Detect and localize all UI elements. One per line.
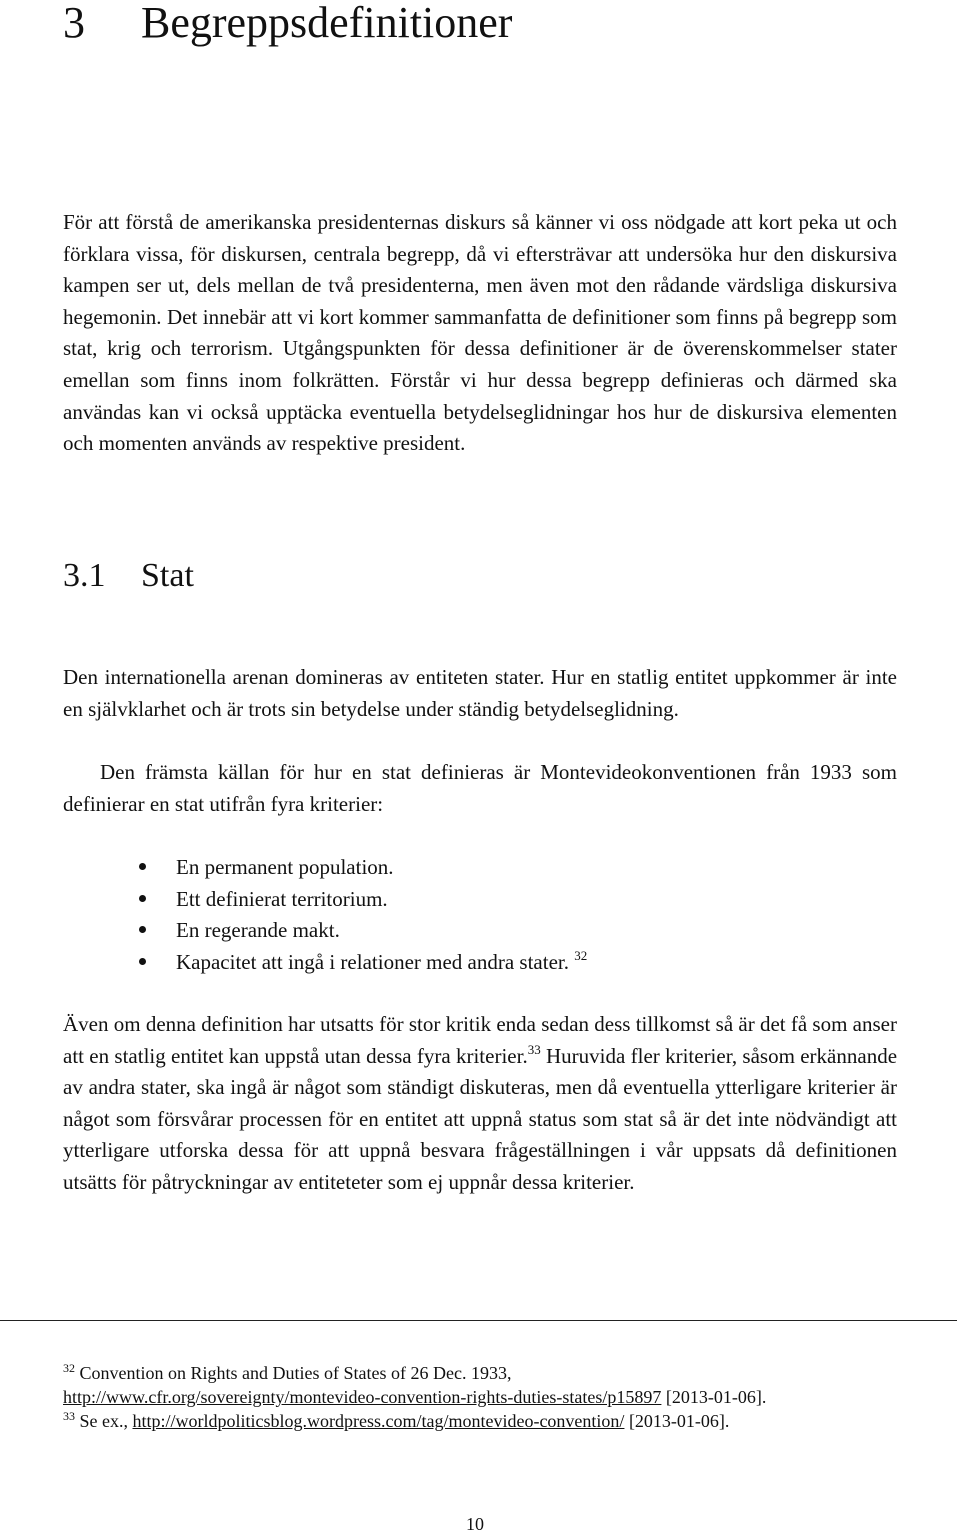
intro-paragraph: För att förstå de amerikanska presidenternas diskurs så känner vi oss nödgade att kort peka ut och förklara vissa, för diskursen, centrala begrepp, då vi eftersträvar att undersöka hur den diskursiva kampen ser ut, dels mellan de två presidenterna, men även mot den rådande värdsliga diskursiva hegemonin. Det innebär att vi kort kommer sammanfatta de definitioner som finns på begrepp som stat, krig och terrorism. Utgångspunkten för dessa definitioner är de överenskommelser stater emellan som finns inom folkrätten. Förstår vi hur dessa begrepp definieras och därmed ska användas kan vi också upptäcka eventuella betydelseglidningar hos hur de diskursiva elementen och momenten används av respektive president. — [63, 210, 897, 456]
footnote-number: 33 — [63, 1409, 75, 1423]
footnote-text: Se ex., — [79, 1411, 128, 1431]
criterion-text: Kapacitet att ingå i relationer med andra stater. — [176, 949, 569, 974]
section-paragraph-2: Den främsta källan för hur en stat definieras är Montevideokonventionen från 1933 som definierar en stat utifrån fyra kriterier: — [63, 760, 897, 816]
page-number: 10 — [466, 1514, 484, 1534]
list-item — [112, 947, 587, 979]
footnote-reference[interactable]: 33 — [527, 1041, 541, 1057]
criterion-text: En regerande makt. — [176, 918, 340, 942]
section-number: 3.1 — [63, 557, 106, 594]
section-paragraph-1: Den internationella arenan domineras av entiteten stater. Hur en statlig entitet uppkommer är inte en självklarhet och är trots sin betydelse under ständig betydelseglidning. — [63, 665, 897, 721]
footnote-text: Convention on Rights and Duties of States of 26 Dec. 1933, — [79, 1363, 512, 1383]
footnote-32 — [63, 1361, 913, 1409]
criterion-text: En permanent population. — [176, 855, 394, 879]
criterion-text: Ett definierat territorium. — [176, 886, 388, 911]
chapter-title: Begreppsdefinitioner — [141, 0, 513, 47]
list-item — [112, 852, 587, 884]
list-item — [112, 915, 587, 947]
footnote-number: 32 — [63, 1361, 75, 1375]
chapter-number: 3 — [63, 0, 85, 47]
footnote-link[interactable]: http://worldpoliticsblog.wordpress.com/tag/montevideo-convention/ — [132, 1411, 625, 1431]
bullet-icon — [139, 863, 146, 870]
bullet-icon — [139, 958, 146, 965]
bullet-icon — [139, 926, 146, 933]
footnote-33 — [63, 1409, 913, 1433]
paragraph-text: Huruvida fler kriterier, såsom erkännande av andra stater, ska ingå är något som ständigt diskuteras, men då eventuella ytterligare kriterier är något som försvårar processen för en entitet att uppnå status som stat så är det inte nödvändigt att ytterligare utforska dessa för att uppnå besvara frågeställningen i vår uppsats då definitionen utsätts för påtryckningar av entiteteter som ej uppnår dessa kriterier. — [63, 1043, 898, 1194]
footnote-separator — [0, 1320, 957, 1321]
bullet-icon — [139, 895, 146, 902]
paragraph-text: Även om denna definition har utsatts för stor kritik enda sedan dess tillkomst så är det få som anser att en statlig entitet kan uppstå utan dessa fyra kriterier. — [63, 1012, 897, 1068]
footnote-reference[interactable]: 32 — [574, 947, 588, 963]
section-title: Stat — [141, 557, 194, 594]
section-paragraph-3 — [63, 1009, 897, 1199]
list-item — [112, 884, 587, 916]
footnote-date: [2013-01-06]. — [665, 1387, 767, 1407]
footnote-date: [2013-01-06]. — [628, 1411, 730, 1431]
criteria-list — [112, 852, 587, 978]
footnote-link[interactable]: http://www.cfr.org/sovereignty/montevideo-convention-rights-duties-states/p15897 — [63, 1387, 662, 1407]
